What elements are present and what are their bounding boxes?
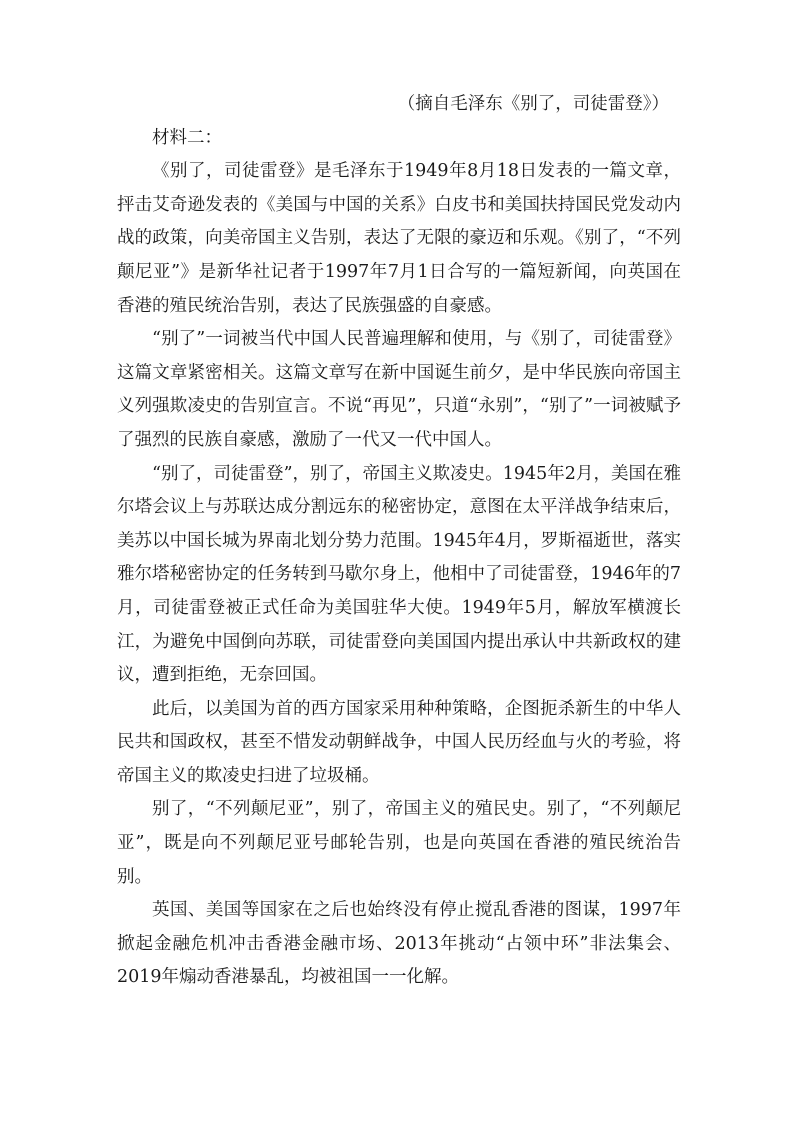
source-citation: （摘自毛泽东《别了，司徒雷登》） [397, 94, 669, 114]
paragraph-4: 此后，以美国为首的西方国家采用种种策略，企图扼杀新生的中华人民共和国政权，甚至不惜发动朝鲜战争，中国人民历经血与火的考验，将帝国主义的欺凌史扫进了垃圾桶。 [117, 698, 681, 786]
section-label: 材料二： [152, 127, 222, 148]
document-body [117, 88, 681, 995]
paragraph-2: “别了”一词被当代中国人民普遍理解和使用，与《别了，司徒雷登》这篇文章紧密相关。这篇文章写在新中国诞生前夕，是中华民族向帝国主义列强欺凌史的告别宣言。不说“再见”，只道“永别”，“别了”一词被赋予了强烈的民族自豪感，激励了一代又一代中国人。 [117, 329, 681, 450]
paragraph-3: “别了，司徒雷登”，别了，帝国主义欺凌史。1945年2月，美国在雅尔塔会议上与苏联达成分割远东的秘密协定，意图在太平洋战争结束后，美苏以中国长城为界南北划分势力范围。1945年4月，罗斯福逝世，落实雅尔塔秘密协定的任务转到马歇尔身上，他相中了司徒雷登，1946年的7月，司徒雷登被正式任命为美国驻华大使。1949年5月，解放军横渡长江，为避免中国倒向苏联，司徒雷登向美国国内提出承认中共新政权的建议，遭到拒绝，无奈回国。 [117, 463, 681, 686]
paragraph-6: 英国、美国等国家在之后也始终没有停止搅乱香港的图谋，1997年掀起金融危机冲击香港金融市场、2013年挑动“占领中环”非法集会、2019年煽动香港暴乱，均被祖国一一化解。 [117, 900, 681, 988]
paragraph-1: 《别了，司徒雷登》是毛泽东于1949年8月18日发表的一篇文章，抨击艾奇逊发表的《美国与中国的关系》白皮书和美国扶持国民党发动内战的政策，向美帝国主义告别，表达了无限的豪迈和乐观。《别了，“不列颠尼亚”》是新华社记者于1997年7月1日合写的一篇短新闻，向英国在香港的殖民统治告别，表达了民族强盛的自豪感。 [117, 161, 681, 316]
paragraph-5: 别了，“不列颠尼亚”，别了，帝国主义的殖民史。别了，“不列颠尼亚”，既是向不列颠尼亚号邮轮告别，也是向英国在香港的殖民统治告别。 [117, 799, 681, 887]
